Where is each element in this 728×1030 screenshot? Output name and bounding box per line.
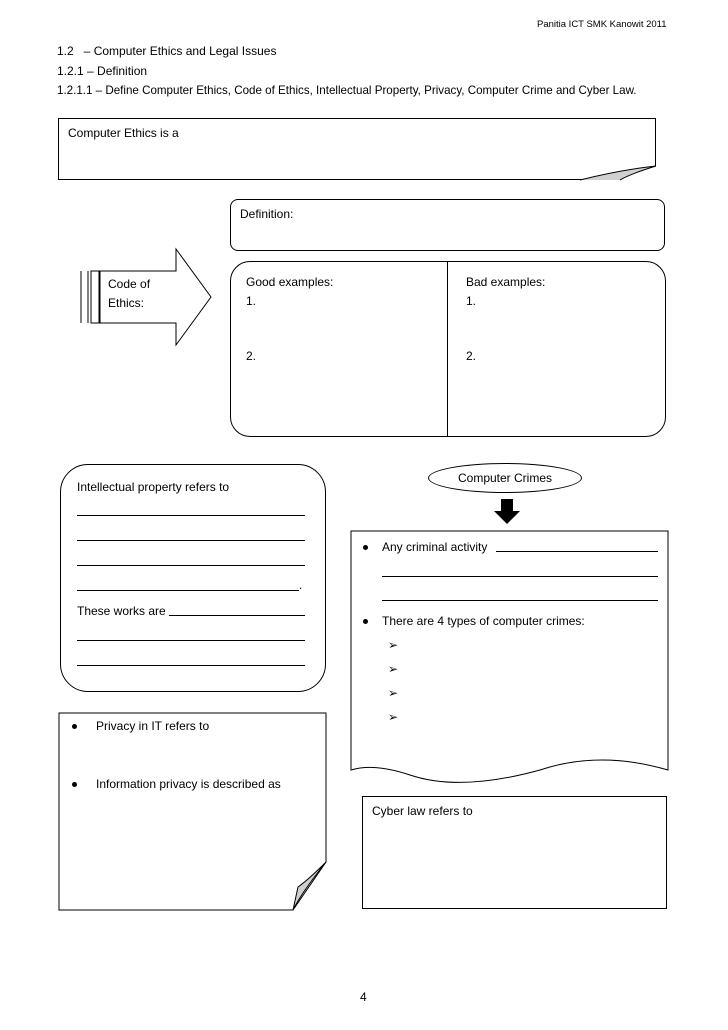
ip-line <box>77 590 299 591</box>
bad-example-2: 2. <box>466 349 477 363</box>
good-example-1: 1. <box>246 294 257 308</box>
good-examples-title: Good examples: <box>246 275 334 289</box>
good-example-2: 2. <box>246 349 257 363</box>
code-of-ethics-arrow <box>78 247 214 347</box>
ip-line <box>77 540 305 541</box>
privacy-box <box>58 712 328 912</box>
ip-line <box>77 515 305 516</box>
arrow-bullet-icon: ➢ <box>388 686 399 700</box>
definition-label: Definition: <box>240 207 294 221</box>
bad-example-1: 1. <box>466 294 477 308</box>
crime-bullet-1: Any criminal activity <box>382 540 488 554</box>
heading-subsubsection: 1.2.1.1 – Define Computer Ethics, Code of Ethics, Intellectual Property, Privacy, Computer Crime and Cyber Law. <box>57 84 637 97</box>
definition-box <box>230 199 665 251</box>
heading-subsection: 1.2.1 – Definition <box>57 64 148 78</box>
ip-label: Intellectual property refers to <box>77 480 230 494</box>
code-of-ethics-line1: Code of <box>108 277 151 291</box>
bad-examples-title: Bad examples: <box>466 275 546 289</box>
ip-line <box>77 640 305 641</box>
ip-line-period: . <box>299 578 303 592</box>
privacy-item-1: Privacy in IT refers to <box>96 719 210 733</box>
down-arrow-icon <box>494 499 520 525</box>
crime-bullet-2: There are 4 types of computer crimes: <box>382 614 585 628</box>
heading-section: 1.2 – Computer Ethics and Legal Issues <box>57 44 277 58</box>
arrow-bullet-icon: ➢ <box>388 638 399 652</box>
computer-crimes-box <box>350 530 670 785</box>
crime-line <box>382 576 658 577</box>
computer-crimes-title: Computer Crimes <box>457 471 553 485</box>
bullet-icon <box>363 619 368 624</box>
folded-corner-icon <box>580 166 656 180</box>
crime-line <box>382 600 658 601</box>
bullet-icon <box>72 724 77 729</box>
bullet-icon <box>363 545 368 550</box>
cyber-law-label: Cyber law refers to <box>372 804 473 818</box>
page-number: 4 <box>360 990 367 1004</box>
bullet-icon <box>72 782 77 787</box>
header-school: Panitia ICT SMK Kanowit 2011 <box>537 19 667 30</box>
ip-line <box>169 615 305 616</box>
arrow-bullet-icon: ➢ <box>388 710 399 724</box>
ip-works-label: These works are <box>77 604 166 618</box>
examples-divider <box>447 262 448 436</box>
privacy-item-2: Information privacy is described as <box>96 777 281 791</box>
crime-line <box>496 551 658 552</box>
ip-line <box>77 665 305 666</box>
intellectual-property-box <box>60 464 326 692</box>
code-of-ethics-line2: Ethics: <box>108 296 145 310</box>
computer-ethics-label: Computer Ethics is a <box>68 126 179 140</box>
ip-line <box>77 565 305 566</box>
arrow-bullet-icon: ➢ <box>388 662 399 676</box>
